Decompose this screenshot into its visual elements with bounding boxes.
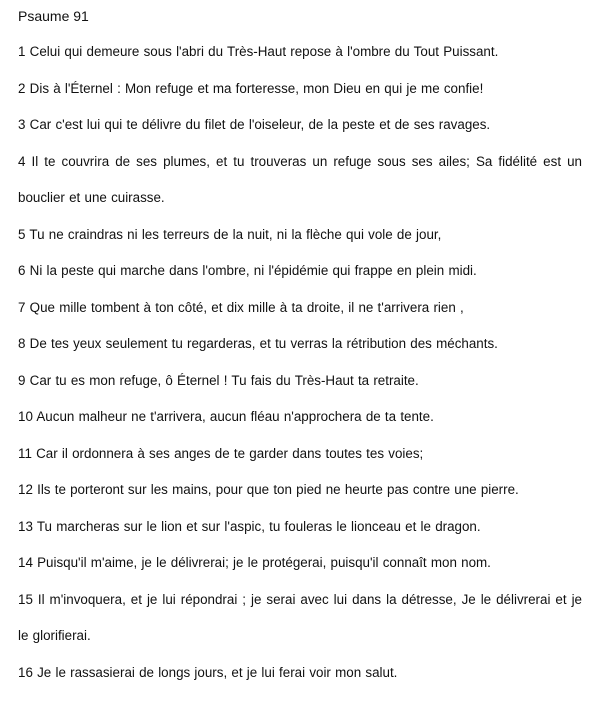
verse-5: 5 Tu ne craindras ni les terreurs de la nuit, ni la flèche qui vole de jour, bbox=[18, 226, 442, 242]
page-title: Psaume 91 bbox=[18, 8, 89, 24]
verse-13: 13 Tu marcheras sur le lion et sur l'aspic, tu fouleras le lionceau et le dragon. bbox=[18, 518, 481, 534]
verse-8: 8 De tes yeux seulement tu regarderas, et tu verras la rétribution des méchants. bbox=[18, 336, 498, 351]
verse-16: 16 Je le rassasierai de longs jours, et je lui ferai voir mon salut. bbox=[18, 664, 398, 680]
verse-7: 7 Que mille tombent à ton côté, et dix mille à ta droite, il ne t'arrivera rien , bbox=[18, 299, 464, 315]
verse-4: 4 Il te couvrira de ses plumes, et tu trouveras un refuge sous ses ailes; Sa fidélité est un bouclier et une cuirasse. bbox=[18, 153, 582, 205]
verse-12: 12 Ils te porteront sur les mains, pour que ton pied ne heurte pas contre une pierre. bbox=[18, 482, 519, 497]
verse-6: 6 Ni la peste qui marche dans l'ombre, ni l'épidémie qui frappe en plein midi. bbox=[18, 263, 477, 278]
verse-15: 15 Il m'invoquera, et je lui répondrai ; je serai avec lui dans la détresse, Je le délivrerai et je le glorifierai. bbox=[18, 591, 582, 643]
verse-10: 10 Aucun malheur ne t'arrivera, aucun fléau n'approchera de ta tente. bbox=[18, 409, 434, 424]
verse-14: 14 Puisqu'il m'aime, je le délivrerai; je le protégerai, puisqu'il connaît mon nom. bbox=[18, 555, 491, 570]
verse-1: 1 Celui qui demeure sous l'abri du Très-Haut repose à l'ombre du Tout Puissant. bbox=[18, 44, 499, 59]
verse-3: 3 Car c'est lui qui te délivre du filet de l'oiseleur, de la peste et de ses ravages. bbox=[18, 117, 491, 132]
verse-11: 11 Car il ordonnera à ses anges de te garder dans toutes tes voies; bbox=[18, 445, 424, 461]
verse-2: 2 Dis à l'Éternel : Mon refuge et ma forteresse, mon Dieu en qui je me confie! bbox=[18, 80, 484, 96]
verse-9: 9 Car tu es mon refuge, ô Éternel ! Tu fais du Très-Haut ta retraite. bbox=[18, 372, 419, 388]
